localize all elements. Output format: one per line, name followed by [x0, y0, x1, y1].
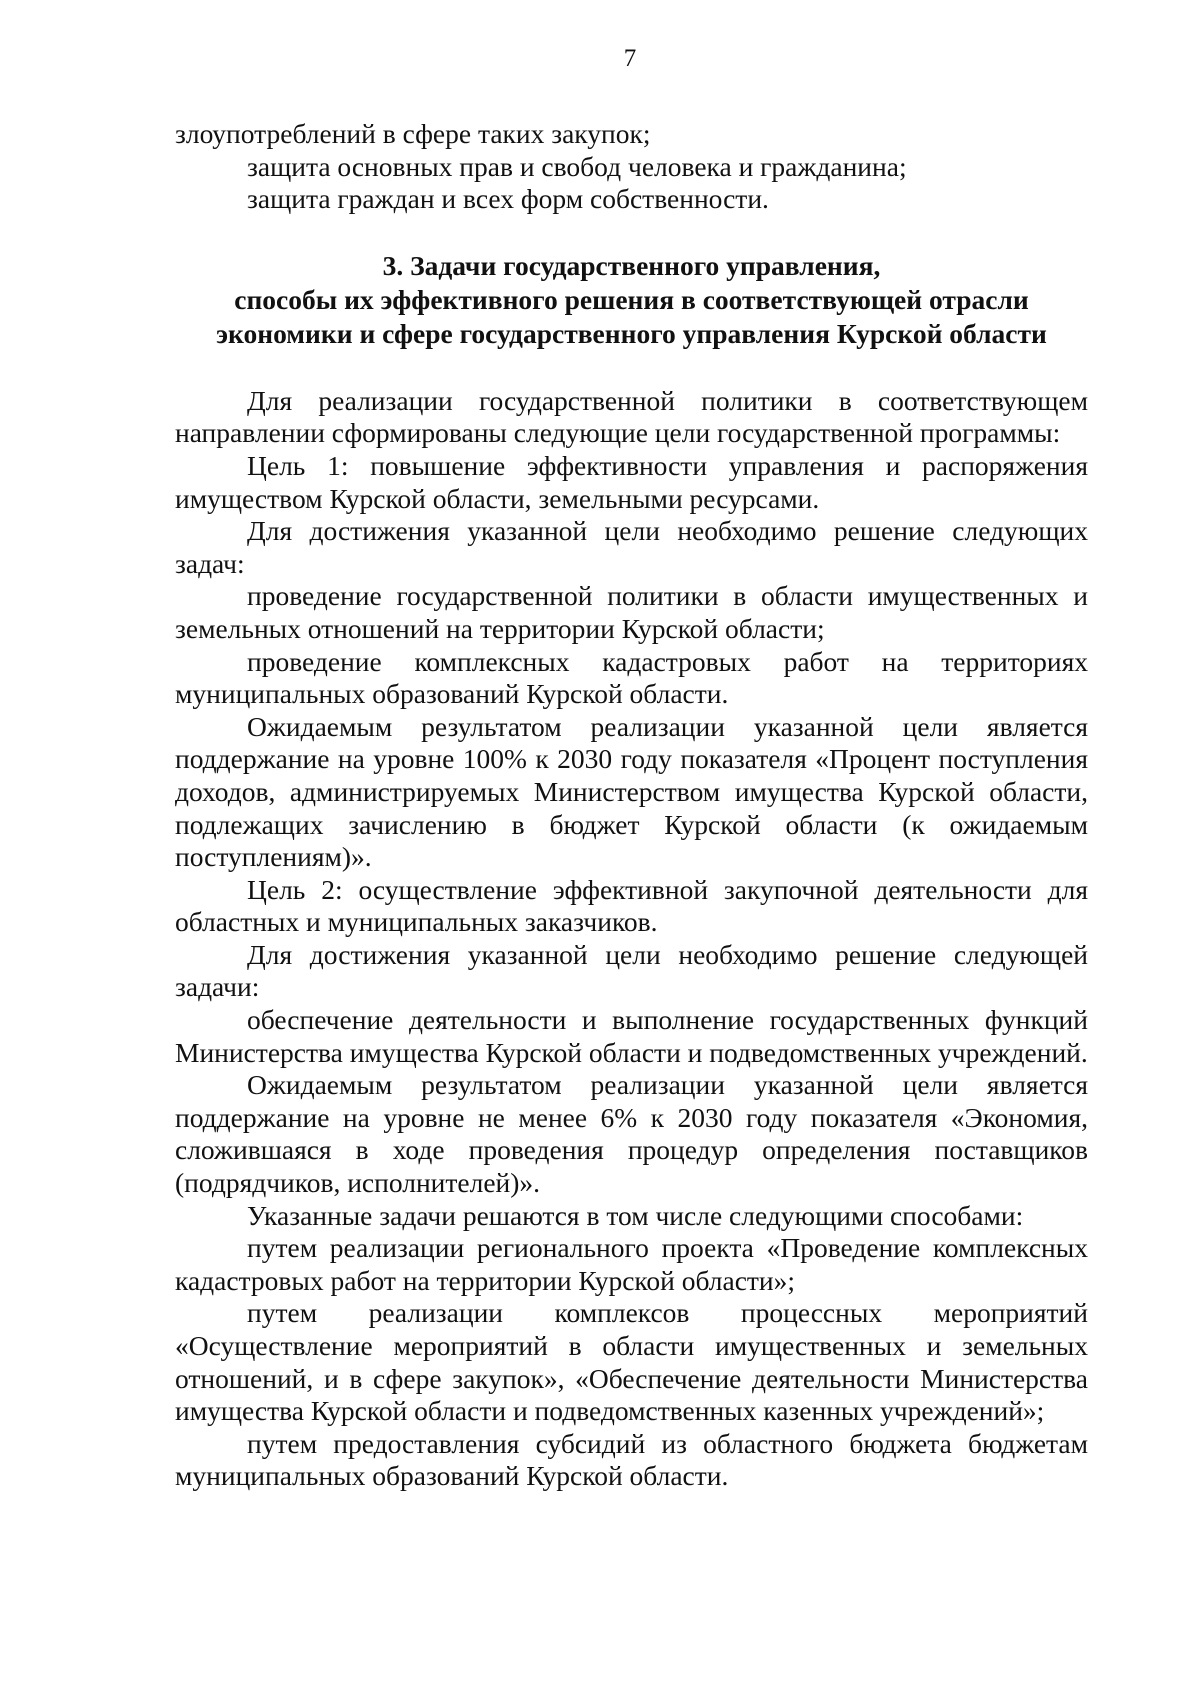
paragraph: Для реализации государственной политики в соответствующем направлении сформированы следующие цели государственной программы:	[175, 384, 1088, 449]
paragraph: Цель 1: повышение эффективности управления и распоряжения имуществом Курской области, земельными ресурсами.	[175, 449, 1088, 514]
section-heading	[175, 249, 1088, 351]
paragraph: путем предоставления субсидий из областного бюджета бюджетам муниципальных образований Курской области.	[175, 1427, 1088, 1492]
paragraph: путем реализации комплексов процессных мероприятий «Осуществление мероприятий в области имущественных и земельных отношений, и в сфере закупок», «Обеспечение деятельности Министерства имущества Курской области и подведомственных казенных учреждений»;	[175, 1297, 1088, 1427]
paragraph: Указанные задачи решаются в том числе следующими способами:	[247, 1199, 1024, 1231]
section-heading-line: способы их эффективного решения в соответствующей отрасли	[234, 283, 1029, 315]
paragraph: Для достижения указанной цели необходимо решение следующих задач:	[175, 515, 1088, 579]
paragraph: Для достижения указанной цели необходимо решение следующей задачи:	[175, 938, 1088, 1003]
paragraph: путем реализации регионального проекта «Проведение комплексных кадастровых работ на территории Курской области»;	[175, 1232, 1088, 1296]
paragraph: Ожидаемым результатом реализации указанной цели является поддержание на уровне не менее 6% к 2030 году показателя «Экономия, сложившаяся в ходе проведения процедур определения поставщиков (подрядчиков, исполнителей)».	[175, 1069, 1088, 1199]
paragraph: проведение комплексных кадастровых работ на территориях муниципальных образований Курской области.	[175, 645, 1088, 710]
section-heading-line: экономики и сфере государственного управления Курской области	[216, 317, 1047, 349]
text-line: злоупотреблений в сфере таких закупок;	[175, 118, 651, 149]
paragraph: Цель 2: осуществление эффективной закупочной деятельности для областных и муниципальных заказчиков.	[175, 873, 1088, 938]
text-line: защита граждан и всех форм собственности.	[247, 183, 769, 215]
section-heading-line: 3. Задачи государственного управления,	[382, 249, 881, 281]
page-number: 7	[623, 45, 637, 72]
text-line: защита основных прав и свобод человека и гражданина;	[247, 150, 907, 182]
paragraph: проведение государственной политики в области имущественных и земельных отношений на территории Курской области;	[175, 580, 1088, 644]
paragraph: обеспечение деятельности и выполнение государственных функций Министерства имущества Курской области и подведомственных учреждений.	[175, 1004, 1088, 1068]
paragraph: Ожидаемым результатом реализации указанной цели является поддержание на уровне 100% к 2030 году показателя «Процент поступления доходов, администрируемых Министерством имущества Курской области, подлежащих зачислению в бюджет Курской области (к ожидаемым поступлениям)».	[175, 710, 1088, 873]
document-body	[175, 118, 1088, 1493]
